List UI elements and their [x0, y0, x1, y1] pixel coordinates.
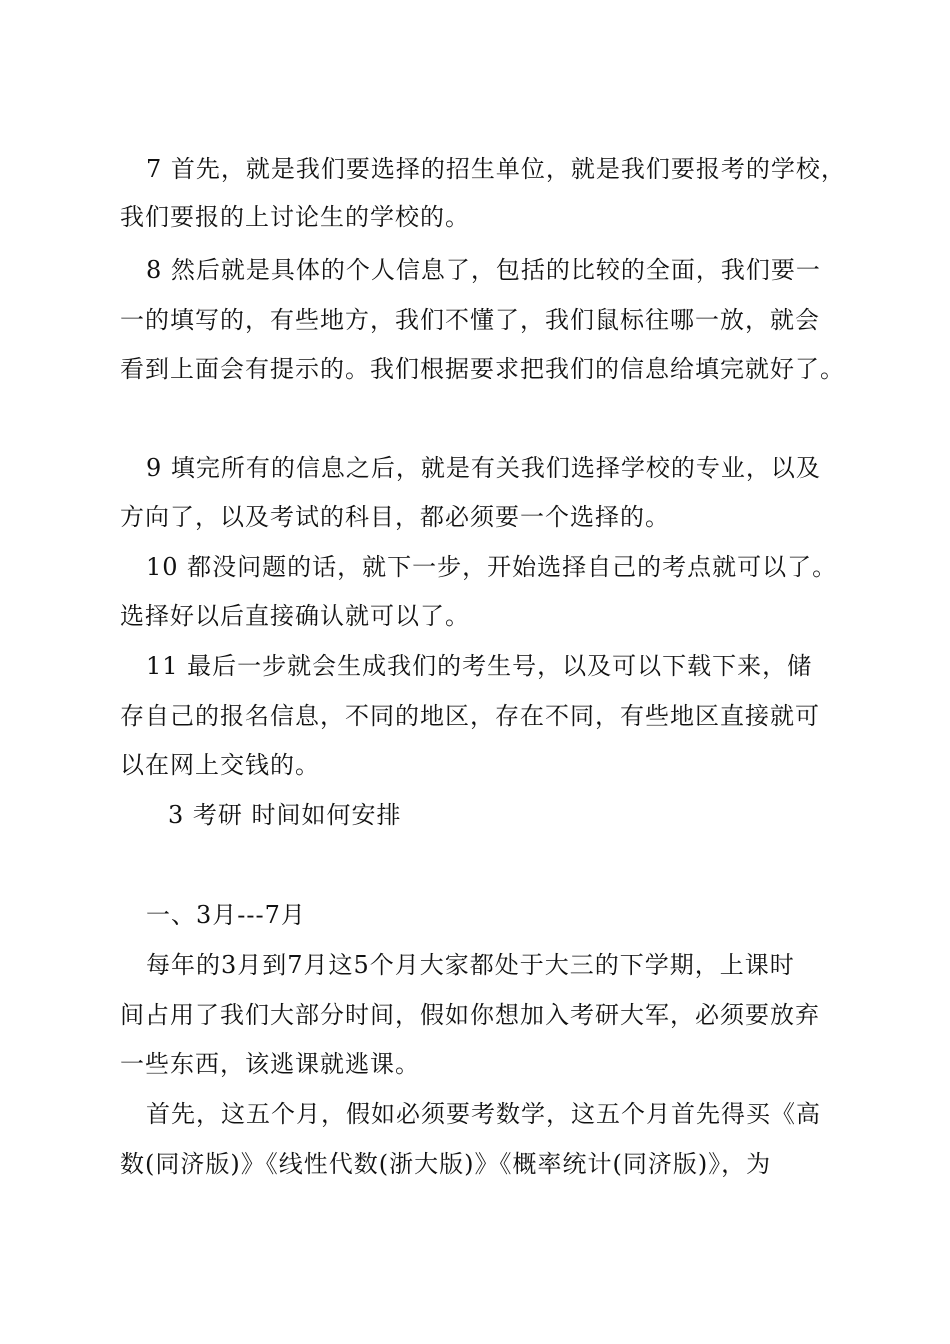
paragraph-11-line-3: 以在网上交钱的。: [120, 751, 320, 779]
section-heading: 3 考研 时间如何安排: [168, 801, 402, 829]
paragraph-7-line-2: 我们要报的上讨论生的学校的。: [120, 203, 470, 231]
subheading-march-july: 一、3月---7月: [146, 901, 306, 929]
paragraph-8-line-2: 一的填写的，有些地方，我们不懂了，我们鼠标往哪一放，就会: [120, 306, 820, 334]
paragraph-11-line-1: 11 最后一步就会生成我们的考生号，以及可以下载下来，储: [146, 652, 813, 680]
paragraph-schedule-line-1: 每年的3月到7月这5个月大家都处于大三的下学期，上课时: [146, 951, 795, 979]
paragraph-9-line-1: 9 填完所有的信息之后，就是有关我们选择学校的专业，以及: [146, 454, 821, 482]
paragraph-math-line-1: 首先，这五个月，假如必须要考数学，这五个月首先得买《高: [146, 1100, 821, 1128]
paragraph-schedule-line-2: 间占用了我们大部分时间，假如你想加入考研大军，必须要放弃: [120, 1001, 820, 1029]
paragraph-10-line-1: 10 都没问题的话，就下一步，开始选择自己的考点就可以了。: [146, 553, 838, 581]
paragraph-8-line-3: 看到上面会有提示的。我们根据要求把我们的信息给填完就好了。: [120, 355, 845, 383]
paragraph-8-line-1: 8 然后就是具体的个人信息了，包括的比较的全面，我们要一: [146, 256, 821, 284]
paragraph-9-line-2: 方向了，以及考试的科目，都必须要一个选择的。: [120, 503, 670, 531]
paragraph-math-line-2: 数(同济版)》《线性代数(浙大版)》《概率统计(同济版)》，为: [120, 1150, 772, 1178]
paragraph-10-line-2: 选择好以后直接确认就可以了。: [120, 602, 470, 630]
paragraph-schedule-line-3: 一些东西，该逃课就逃课。: [120, 1050, 420, 1078]
paragraph-7-line-1: 7 首先，就是我们要选择的招生单位，就是我们要报考的学校，: [146, 155, 846, 183]
paragraph-11-line-2: 存自己的报名信息，不同的地区，存在不同，有些地区直接就可: [120, 702, 820, 730]
